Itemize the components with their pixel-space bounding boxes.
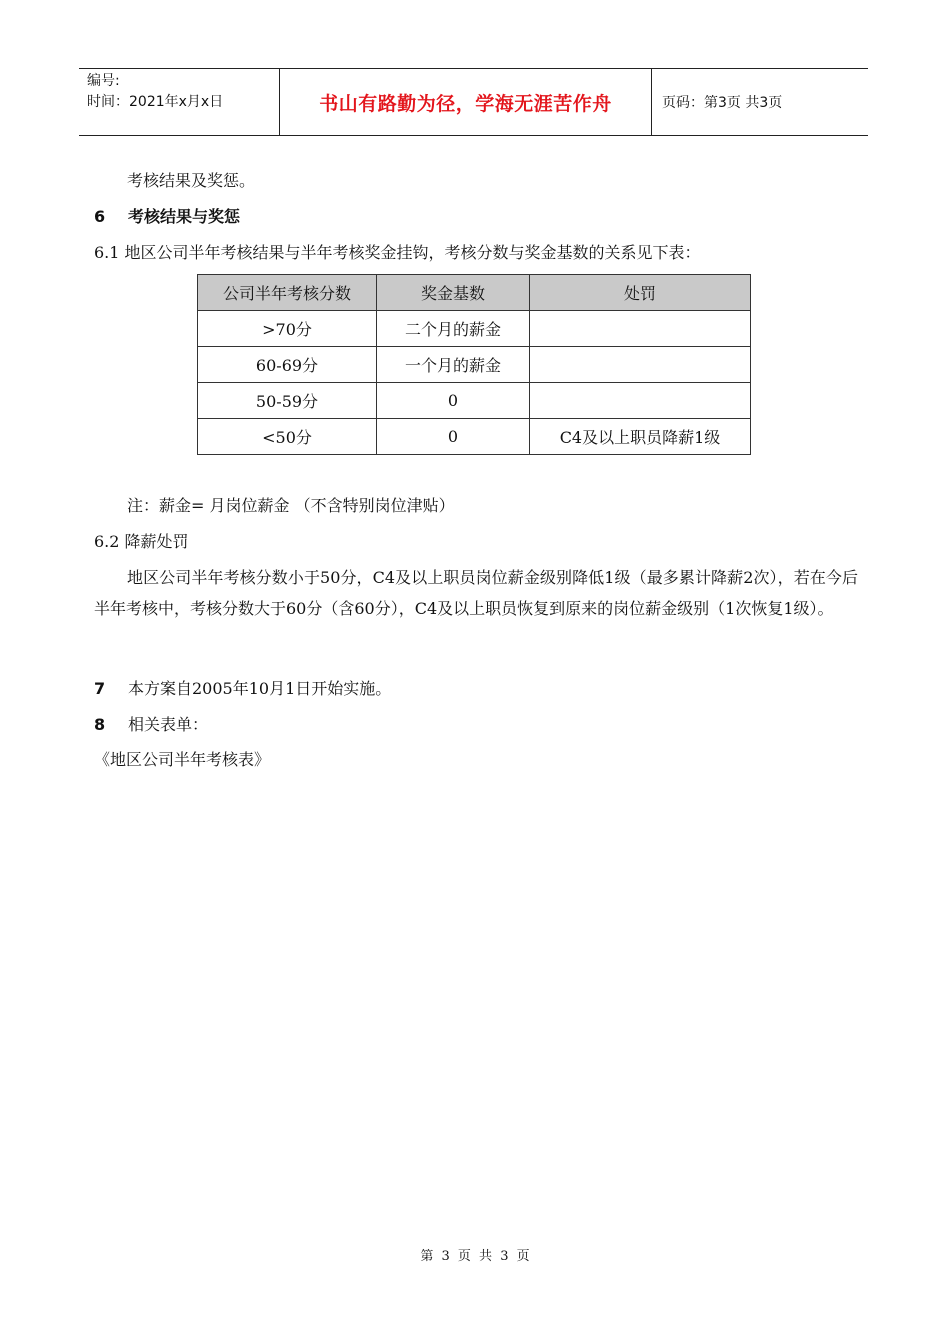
column-header-bonus-base: 奖金基数 [377,275,530,311]
header-motto [280,69,652,135]
table-row [198,419,751,455]
related-form-reference: 《地区公司半年考核表》 [94,750,271,769]
page-number-label: 页码：第3页 共3页 [662,95,783,111]
score-cell: >70分 [198,311,377,347]
table-row [198,383,751,419]
section-7 [94,679,391,699]
section-8 [94,715,208,735]
salary-note: 注：薪金= 月岗位薪金 （不含特别岗位津贴） [127,496,455,515]
bonus-cell: 0 [377,419,530,455]
document-number-label: 编号: [87,73,120,89]
section-7-text: 本方案自2005年10月1日开始实施。 [128,679,392,698]
intro-line: 考核结果及奖惩。 [127,171,256,190]
score-cell: 50-59分 [198,383,377,419]
column-header-score: 公司半年考核分数 [198,275,377,311]
table-row [198,311,751,347]
bonus-cell: 二个月的薪金 [377,311,530,347]
section-6-title: 考核结果与奖惩 [128,207,241,226]
penalty-cell [530,347,751,383]
bonus-table [197,274,751,455]
header-page-info [652,69,868,135]
section-8-number: 8 [94,715,106,734]
section-8-text: 相关表单： [128,715,209,734]
section-6-heading [94,207,240,227]
penalty-cell [530,383,751,419]
bonus-cell: 一个月的薪金 [377,347,530,383]
section-6-1-paragraph: 6.1 地区公司半年考核结果与半年考核奖金挂钩，考核分数与奖金基数的关系见下表： [94,243,701,262]
penalty-cell [530,311,751,347]
table-header-row [198,275,751,311]
section-6-2-body: 地区公司半年考核分数小于50分，C4及以上职员岗位薪金级别降低1级（最多累计降薪2次），若在今后半年考核中，考核分数大于60分（含60分），C4及以上职员恢复到原来的岗位薪金级别（1次恢复1级）。 [94,568,858,618]
section-7-number: 7 [94,679,106,698]
page-header [79,68,868,136]
section-6-number: 6 [94,207,106,226]
score-cell: <50分 [198,419,377,455]
motto-text: 书山有路勤为径，学海无涯苦作舟 [319,92,612,115]
page-footer: 第 3 页 共 3 页 [420,1249,530,1264]
column-header-penalty: 处罚 [530,275,751,311]
document-date: 时间：2021年x月x日 [87,94,224,110]
header-meta [79,69,280,135]
penalty-cell: C4及以上职员降薪1级 [530,419,751,455]
bonus-cell: 0 [377,383,530,419]
score-cell: 60-69分 [198,347,377,383]
section-6-2-heading: 6.2 降薪处罚 [94,532,189,551]
table-row [198,347,751,383]
